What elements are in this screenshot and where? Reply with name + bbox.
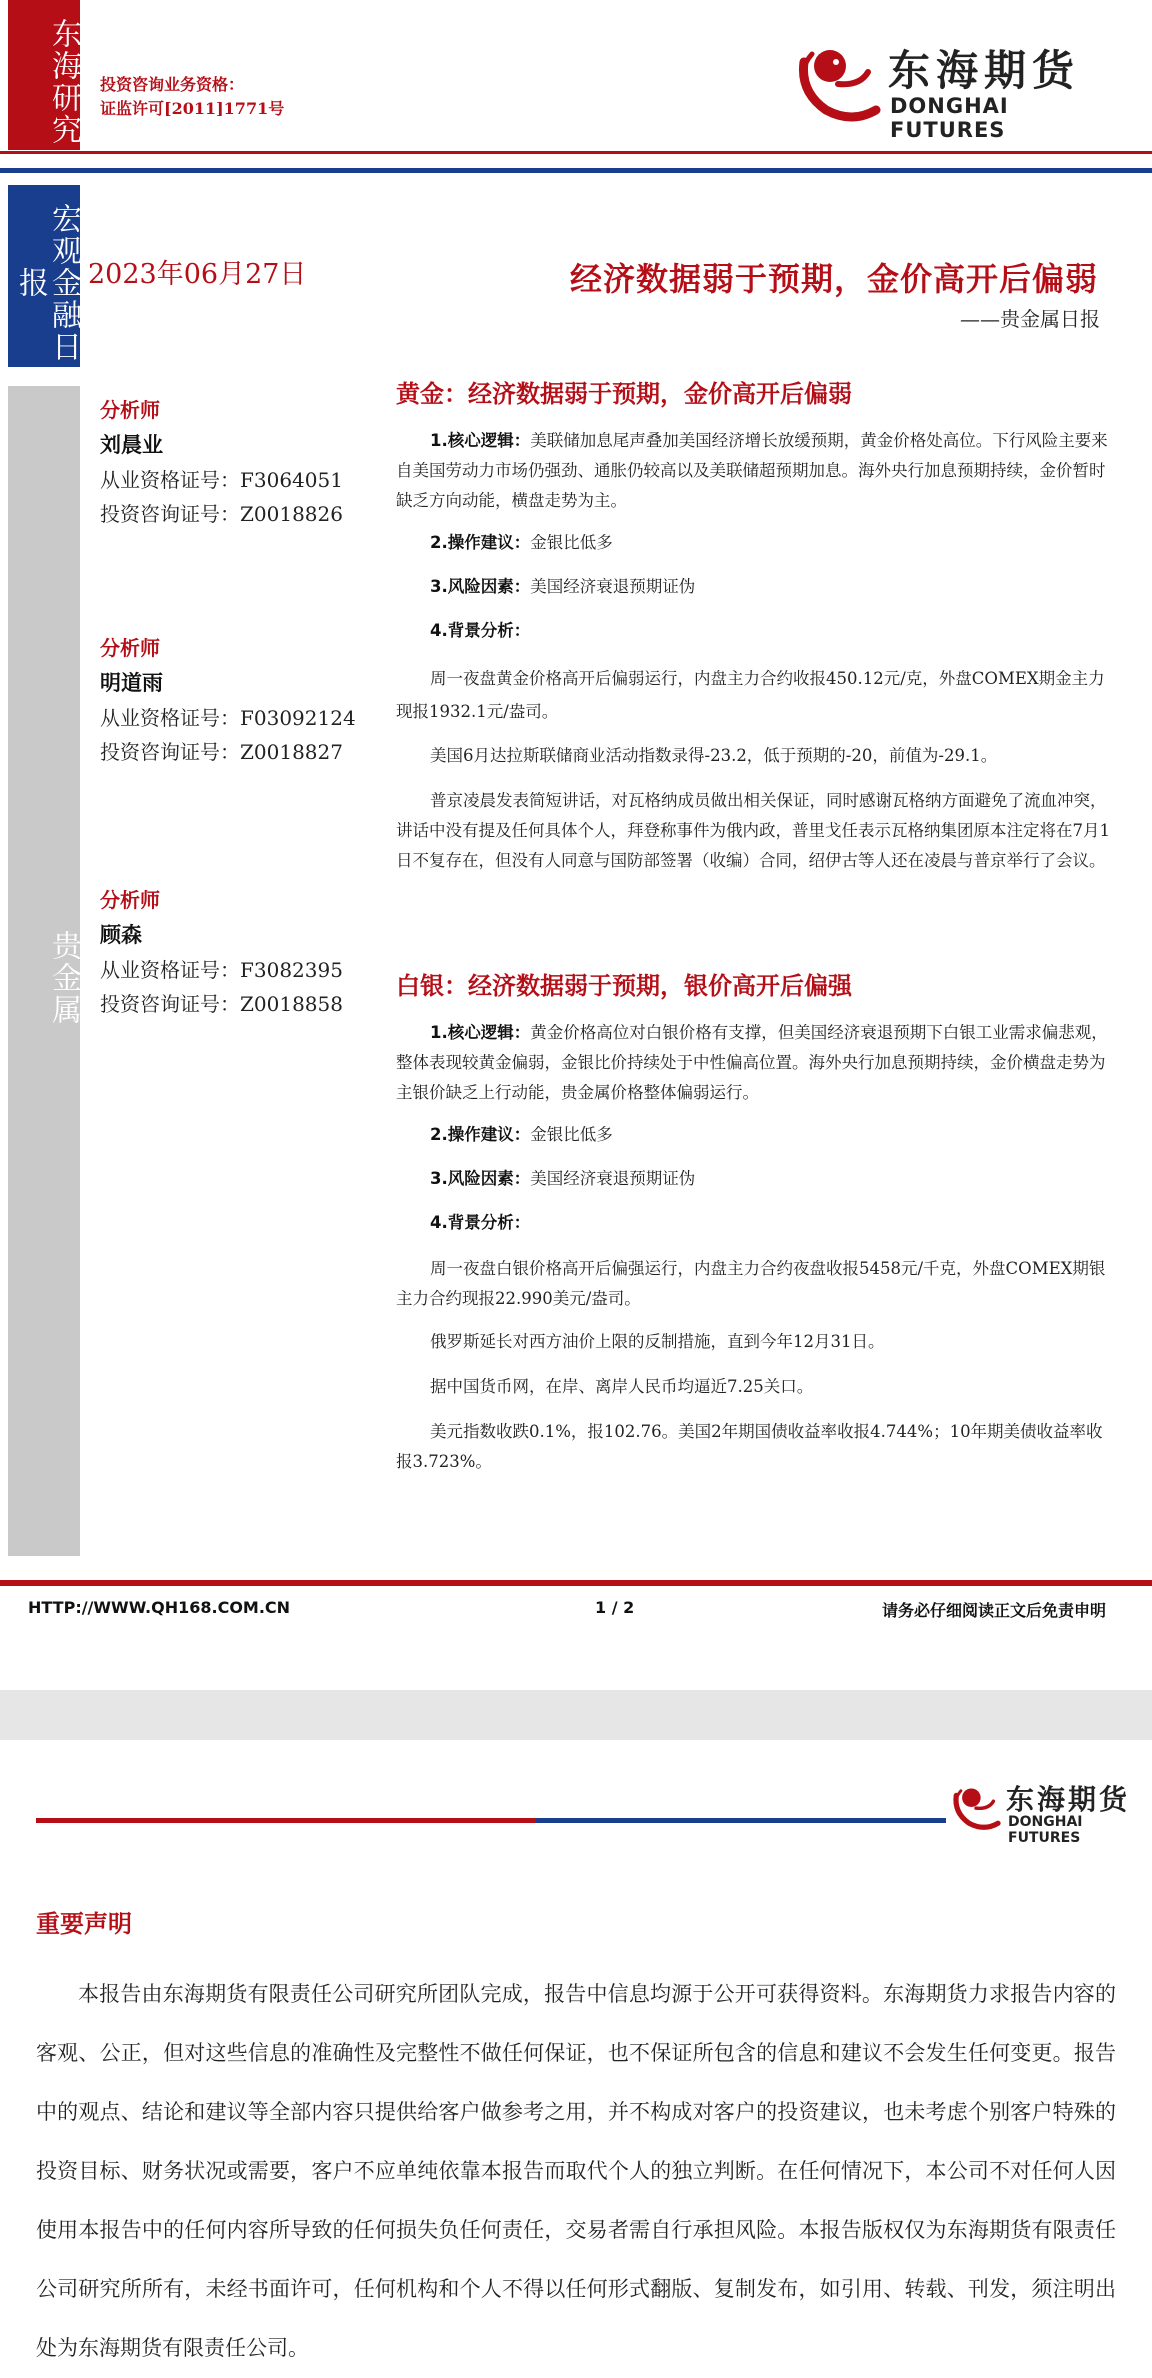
silver-bg-label [430,1208,1148,1238]
gold-risk [430,572,1148,602]
silver-risk [430,1164,1148,1194]
logo-en-text: DONGHAI FUTURES [890,94,1009,142]
gold-bg-label-text: 4.背景分析： [430,621,531,640]
dragon-logo-icon [790,32,886,132]
gold-logic-label: 1.核心逻辑： [430,431,531,450]
silver-section-title: 白银：经济数据弱于预期，银价高开后偏强 [396,972,852,1000]
analyst-label: 分析师 [100,398,160,422]
silver-advice-text: 金银比低多 [530,1125,613,1144]
donghai-logo [790,32,1120,142]
page2-logo-cn: 东海期货 [1006,1783,1131,1816]
analyst-3 [100,884,343,1019]
silver-risk-label: 3.风险因素： [430,1169,531,1188]
analyst-cert2: 投资咨询证号：Z0018827 [100,740,343,764]
category-tab: 宏观金融日报 [8,185,80,367]
gold-bg1: 周一夜盘黄金价格高开后偏弱运行，内盘主力合约收报450.12元/克，外盘COMEX期金主力现报1932.1元/盎司。 [396,669,1105,721]
gold-advice-label: 2.操作建议： [430,533,531,552]
logo-cn-text: 东海期货 [888,46,1081,95]
gold-bg3: 普京凌晨发表简短讲话，对瓦格纳成员做出相关保证，同时感谢瓦格纳方面避免了流血冲突，讲话中没有提及任何具体个人，拜登称事件为俄内政，普里戈任表示瓦格纳集团原本注定将在7月1日不复存在，但没有人同意与国防部签署（收编）合同，绍伊古等人还在凌晨与普京举行了会议。 [396,791,1110,870]
footer-notice: 请务必仔细阅读正文后免责申明 [882,1601,1107,1620]
dragon-logo-icon [948,1778,1004,1836]
report-title: 经济数据弱于预期，金价高开后偏弱 [570,260,1099,298]
gold-section-title: 黄金：经济数据弱于预期，金价高开后偏弱 [396,380,852,408]
analyst-cert1: 从业资格证号：F3082395 [100,958,343,982]
qualification [100,73,284,121]
gold-advice [430,528,1148,558]
page2-logo [948,1778,1148,1846]
silver-bg1: 周一夜盘白银价格高开后偏强运行，内盘主力合约夜盘收报5458元/千克，外盘COMEX期银主力合约现报22.990美元/盎司。 [396,1259,1106,1308]
header-rule-blue [0,168,1152,173]
brand-tab: 东海研究 [8,0,80,150]
silver-bg-label-text: 4.背景分析： [430,1213,531,1232]
analyst-cert1: 从业资格证号：F3064051 [100,468,343,492]
gold-risk-text: 美国经济衰退预期证伪 [530,577,696,596]
silver-bg3: 据中国货币网，在岸、离岸人民币均逼近7.25关口。 [430,1377,814,1396]
silver-bg2: 俄罗斯延长对西方油价上限的反制措施，直到今年12月31日。 [430,1332,885,1351]
report-date: 2023年06月27日 [88,259,307,290]
page2-rule-blue [536,1818,946,1823]
gold-advice-text: 金银比低多 [530,533,613,552]
analyst-name: 明道雨 [100,670,163,695]
analyst-cert2: 投资咨询证号：Z0018858 [100,992,343,1016]
gold-risk-label: 3.风险因素： [430,577,531,596]
silver-risk-text: 美国经济衰退预期证伪 [530,1169,696,1188]
silver-logic [396,1018,1114,1108]
qualification-line1: 投资咨询业务资格： [100,75,245,94]
disclaimer-title: 重要声明 [36,1910,132,1938]
analyst-name: 刘晨业 [100,432,163,457]
analyst-cert1: 从业资格证号：F03092124 [100,706,356,730]
gold-logic [396,426,1114,516]
analyst-2 [100,632,356,767]
gold-bg2: 美国6月达拉斯联储商业活动指数录得-23.2，低于预期的-20，前值为-29.1。 [430,746,998,765]
page2-rule-red [36,1818,536,1823]
page-separator [0,1690,1152,1740]
header-rule-red [0,151,1152,154]
silver-advice-label: 2.操作建议： [430,1125,531,1144]
footer-rule [0,1580,1152,1586]
silver-advice [430,1120,1148,1150]
analyst-name: 顾森 [100,922,142,947]
disclaimer-body: 本报告由东海期货有限责任公司研究所团队完成，报告中信息均源于公开可获得资料。东海期货力求报告内容的客观、公正，但对这些信息的准确性及完整性不做任何保证，也不保证所包含的信息和建议不会发生任何变更。报告中的观点、结论和建议等全部内容只提供给客户做参考之用，并不构成对客户的投资建议，也未考虑个别客户特殊的投资目标、财务状况或需要，客户不应单纯依靠本报告而取代个人的独立判断。在任何情况下，本公司不对任何人因使用本报告中的任何内容所导致的任何损失负任何责任，交易者需自行承担风险。本报告版权仅为东海期货有限责任公司研究所所有，未经书面许可，任何机构和个人不得以任何形式翻版、复制发布，如引用、转载、刊发，须注明出处为东海期货有限责任公司。 [36,1982,1116,2360]
gold-bg-label [430,616,1148,646]
analyst-label: 分析师 [100,888,160,912]
silver-logic-label: 1.核心逻辑： [430,1023,531,1042]
footer-url[interactable]: HTTP://WWW.QH168.COM.CN [28,1598,291,1617]
subcategory-tab: 贵金属 [8,386,80,1556]
analyst-label: 分析师 [100,636,160,660]
report-subtitle: ——贵金属日报 [960,307,1100,331]
page-number: 1 / 2 [595,1598,635,1617]
analyst-cert2: 投资咨询证号：Z0018826 [100,502,343,526]
analyst-1 [100,394,343,529]
silver-logic-text: 黄金价格高位对白银价格有支撑，但美国经济衰退预期下白银工业需求偏悲观，整体表现较黄金偏弱，金银比价持续处于中性偏高位置。海外央行加息预期持续，金价横盘走势为主银价缺乏上行动能，贵金属价格整体偏弱运行。 [396,1023,1108,1102]
qualification-line2: 证监许可[2011]1771号 [100,99,285,118]
silver-bg4: 美元指数收跌0.1%，报102.76。美国2年期国债收益率收报4.744%；10年期美债收益率收报3.723%。 [396,1422,1103,1471]
gold-logic-text: 美联储加息尾声叠加美国经济增长放缓预期，黄金价格处高位。下行风险主要来自美国劳动力市场仍强劲、通胀仍较高以及美联储超预期加息。海外央行加息预期持续，金价暂时缺乏方向动能，横盘走势为主。 [396,431,1108,510]
page2-logo-en: DONGHAI FUTURES [1008,1814,1083,1846]
